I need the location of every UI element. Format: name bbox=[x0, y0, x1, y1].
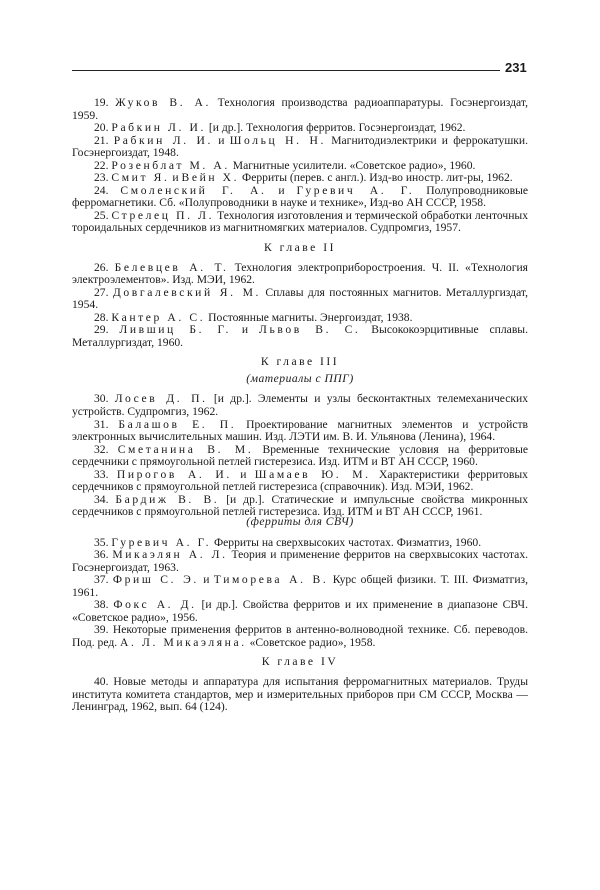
author-name: Кантер А. С. bbox=[111, 310, 206, 324]
entry-text: Временные технические условия на ферритовые сердечники с прямоугольной петлей гистерезиса. Изд. ИТМ и ВТ АН СССР, 1960. bbox=[72, 442, 529, 469]
entry-text: Курс общей физики. Т. III. Физматгиз, 1961. bbox=[72, 573, 529, 599]
author-name: А. Л. Микаэляна. bbox=[120, 635, 247, 649]
header-rule bbox=[72, 70, 500, 71]
page-number: 231 bbox=[505, 60, 527, 75]
bibliography-entry bbox=[72, 419, 528, 444]
entry-text: 32. bbox=[94, 442, 118, 456]
bibliography-entry bbox=[72, 97, 528, 122]
entry-text: и bbox=[231, 323, 259, 337]
author-name: Балашов Е. П. bbox=[118, 417, 237, 431]
chapter-heading: К главе II bbox=[264, 241, 336, 255]
author-name: Смит Я. bbox=[111, 171, 170, 185]
entry-text: Технология электроприборостроения. Ч. II. «Технология электроэлементов». Изд. МЭИ, 1962. bbox=[72, 260, 528, 287]
author-name: Розенблат М. А. bbox=[111, 158, 230, 172]
author-name: Тиморева А. В. bbox=[213, 573, 329, 587]
entry-text: и bbox=[213, 133, 230, 147]
bibliography-entry bbox=[72, 444, 528, 469]
author-name: Фриш С. Э. bbox=[112, 573, 199, 587]
entry-text: и bbox=[266, 183, 297, 197]
entry-text: Проектирование магнитных элементов и устройств электронных вычислительных машин. Изд. ЛЭТИ им. В. И. Ульянова (Ленина), 1964. bbox=[72, 417, 529, 444]
author-name: Гуревич А. Г. bbox=[296, 183, 415, 197]
author-name: Жуков В. А. bbox=[115, 96, 211, 109]
entry-text: [и др.]. Свойства ферритов и их применение в диапазоне СВЧ. «Советское радио», 1956. bbox=[72, 598, 528, 624]
entry-text: 24. bbox=[94, 183, 121, 197]
entry-text: 30. bbox=[94, 392, 115, 406]
entry-text: 38. bbox=[94, 598, 114, 612]
bibliography-entry bbox=[72, 287, 528, 312]
author-name: Лосев Д. П. bbox=[114, 392, 208, 406]
entry-text: 35. bbox=[94, 535, 112, 549]
entry-text: и bbox=[231, 467, 255, 481]
entry-text: 31. bbox=[94, 417, 119, 431]
entry-text: 28. bbox=[94, 310, 112, 324]
author-name: Сметанина В. М. bbox=[117, 442, 254, 456]
author-name: Довгалевский Я. М. bbox=[112, 285, 261, 299]
author-name: Микаэлян А. Л. bbox=[112, 548, 228, 562]
author-name: Гуревич А. Г. bbox=[111, 535, 212, 549]
entry-text: 40. Новые методы и аппаратура для испытания ферромагнитных материалов. Труды института комитета стандартов, мер и измерительных приборов при СМ СССР, Москва — Ленинград, 1962, вып. 64 (124). bbox=[72, 674, 528, 714]
bibliography-entry bbox=[72, 185, 528, 210]
author-name: Лившиц Б. Г. bbox=[119, 323, 232, 337]
entry-text: и bbox=[169, 171, 182, 185]
entry-text: 22. bbox=[94, 158, 112, 172]
bibliography-entry bbox=[72, 393, 528, 418]
author-name: Рабкин Л. И. bbox=[113, 133, 214, 147]
author-name: Вейн Х. bbox=[181, 171, 240, 185]
author-name: Рабкин Л. И. bbox=[111, 121, 206, 135]
entry-text: Характеристики ферритовых сердечников с прямоугольной петлей гистерезиса (справочник). Изд. МЭИ, 1962. bbox=[72, 467, 528, 494]
author-name: Шольц Н. Н. bbox=[229, 133, 326, 147]
entry-text: Полупроводниковые ферромагнетики. Сб. «Полупроводники в науке и технике», Изд-во АН СССР, 1958. bbox=[72, 183, 529, 210]
bibliography-entry bbox=[72, 599, 528, 624]
author-name: Пирогов А. И. bbox=[116, 467, 232, 481]
entry-text: 36. bbox=[94, 548, 113, 562]
entry-text: Высококоэрцитивные сплавы. Металлургиздат, 1960. bbox=[72, 323, 528, 349]
bibliography-entry bbox=[72, 324, 528, 349]
author-name: Шамаев Ю. М. bbox=[254, 467, 371, 481]
entry-text: Магнитные усилители. «Советское радио», 1960. bbox=[229, 158, 476, 172]
entry-text: 33. bbox=[94, 467, 117, 481]
entry-text: [и др.]. Элементы и узлы бесконтактных телемеханических устройств. Судпромгиз, 1962. bbox=[72, 392, 529, 419]
author-name: Львов В. С. bbox=[259, 323, 361, 337]
chapter-heading: К главе III bbox=[260, 355, 340, 369]
entry-text: 21. bbox=[94, 133, 114, 147]
bibliography-entry bbox=[72, 135, 528, 160]
bibliography-entry bbox=[72, 574, 528, 599]
entry-text: 34. bbox=[94, 492, 116, 506]
entry-text: Ферриты на сверхвысоких частотах. Физматгиз, 1960. bbox=[211, 535, 482, 549]
entry-text: Ферриты (перев. с англ.). Изд-во иностр. лит-ры, 1962. bbox=[239, 171, 513, 185]
author-name: Фокс А. Д. bbox=[113, 598, 197, 612]
author-name: Стрелец П. Л. bbox=[111, 208, 215, 222]
section-subheading: (материалы с ППГ) bbox=[246, 371, 354, 385]
entry-text: Теория и применение ферритов на сверхвысоких частотах. Госэнергоиздат, 1963. bbox=[72, 548, 529, 574]
bibliography-entry bbox=[72, 262, 528, 287]
entry-text: Технология производства радиоаппаратуры. Госэнергоиздат, 1959. bbox=[72, 96, 529, 122]
entry-text: Постоянные магниты. Энергоиздат, 1938. bbox=[205, 310, 413, 324]
chapter-heading: К главе IV bbox=[261, 655, 339, 669]
bibliography-entry bbox=[72, 624, 528, 649]
entry-text: 39. Некоторые применения ферритов в антенно-волноводной технике. Сб. переводов. Под. ред. bbox=[72, 623, 528, 649]
bibliography-entry bbox=[72, 549, 528, 574]
bibliography-column bbox=[72, 97, 528, 714]
entry-text: 29. bbox=[94, 323, 120, 337]
entry-text: 26. bbox=[94, 260, 115, 274]
bibliography-entry bbox=[72, 210, 528, 235]
author-name: Смоленский Г. А. bbox=[120, 183, 267, 197]
entry-text: Магнитодиэлектрики и феррокатушки. Госэнергоиздат, 1948. bbox=[72, 133, 528, 160]
author-name: Бардиж В. В. bbox=[115, 492, 220, 506]
entry-text: 23. bbox=[94, 171, 112, 185]
author-name: Белевцев А. Т. bbox=[114, 260, 229, 274]
section-subheading: (ферриты для СВЧ) bbox=[246, 514, 354, 528]
entry-text: 20. bbox=[94, 121, 112, 135]
bibliography-entry bbox=[72, 676, 528, 714]
entry-text: «Советское радио», 1958. bbox=[246, 635, 376, 649]
entry-text: 19. bbox=[94, 96, 116, 109]
entry-text: и bbox=[198, 573, 214, 587]
entry-text: Технология изготовления и термической обработки ленточных тороидальных сердечников из магнитномягких материалов. Судпромгиз, 1957. bbox=[72, 208, 529, 235]
entry-text: 27. bbox=[94, 285, 113, 299]
bibliography-entry bbox=[72, 469, 528, 494]
entry-text: Сплавы для постоянных магнитов. Металлургиздат, 1954. bbox=[72, 285, 529, 312]
entry-text: 37. bbox=[94, 573, 113, 587]
entry-text: [и др.]. Статические и импульсные свойства микронных сердечников с прямоугольной петлей гистерезиса. Изд. ИТМ и ВТ АН СССР, 1961. bbox=[72, 492, 529, 519]
entry-text: [и др.]. Технология ферритов. Госэнергоиздат, 1962. bbox=[205, 121, 466, 135]
entry-text: 25. bbox=[94, 208, 112, 222]
